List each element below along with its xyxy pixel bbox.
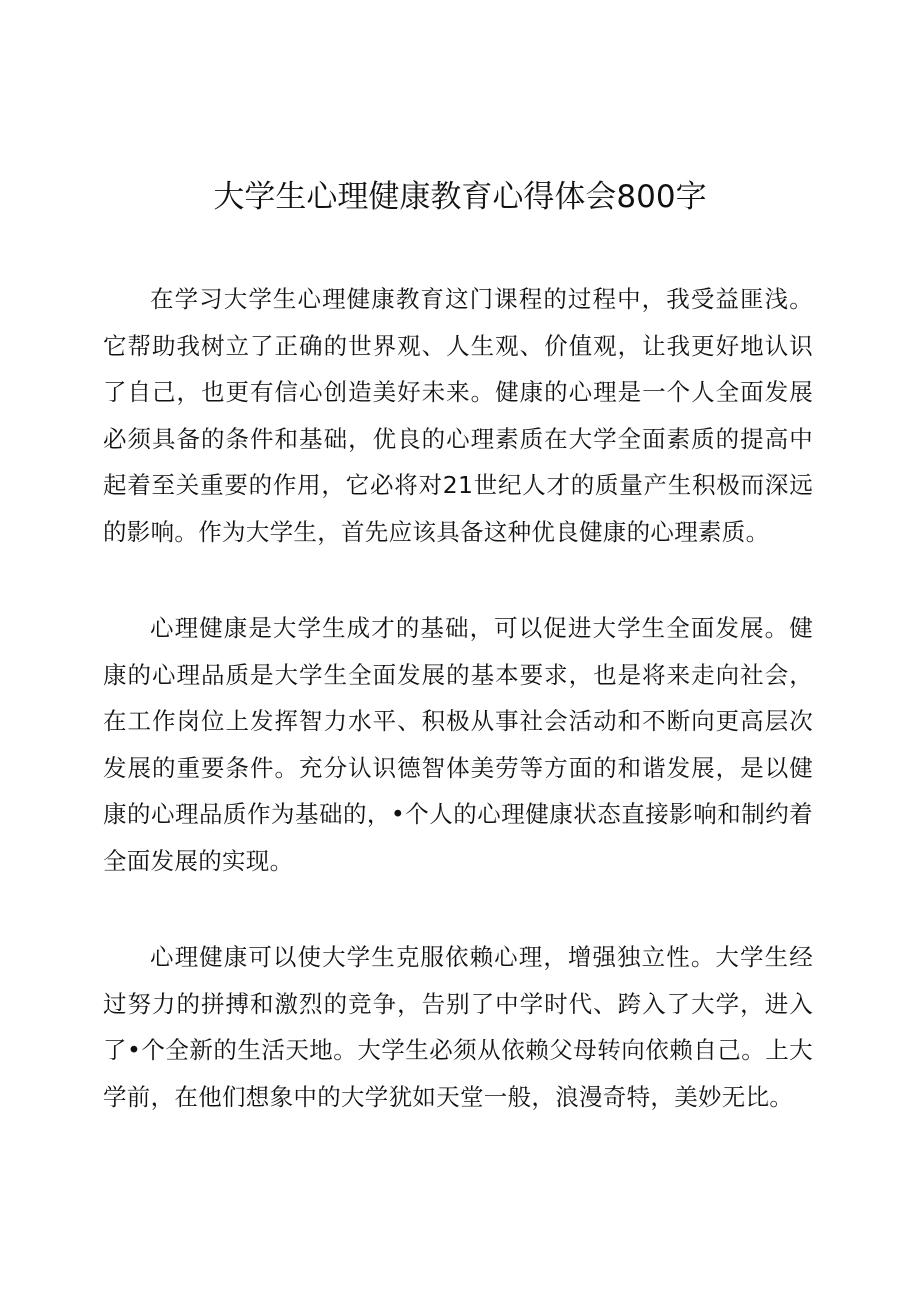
- document-body: [103, 276, 813, 1120]
- document-title: 大学生心理健康教育心得体会800字: [213, 179, 707, 215]
- paragraph-2: 心理健康是大学生成才的基础，可以促进大学生全面发展。健康的心理品质是大学生全面发展的基本要求，也是将来走向社会，在工作岗位上发挥智力水平、积极从事社会活动和不断向更高层次发展的重要条件。充分认识德智体美劳等方面的和谐发展，是以健康的心理品质作为基础的，•个人的心理健康状态直接影响和制约着全面发展的实现。: [103, 614, 813, 875]
- paragraph-1: 在学习大学生心理健康教育这门课程的过程中，我受益匪浅。它帮助我树立了正确的世界观、人生观、价值观，让我更好地认识了自己，也更有信心创造美好未来。健康的心理是一个人全面发展必须具备的条件和基础，优良的心理素质在大学全面素质的提高中起着至关重要的作用，它必将对21世纪人才的质量产生积极而深远的影响。作为大学生，首先应该具备这种优良健康的心理素质。: [103, 285, 813, 546]
- paragraph-3: 心理健康可以使大学生克服依赖心理，增强独立性。大学生经过努力的拼搏和激烈的竞争，告别了中学时代、跨入了大学，进入了•个全新的生活天地。大学生必须从依赖父母转向依赖自己。上大学前，在他们想象中的大学犹如天堂一般，浪漫奇特，美妙无比。: [103, 943, 813, 1111]
